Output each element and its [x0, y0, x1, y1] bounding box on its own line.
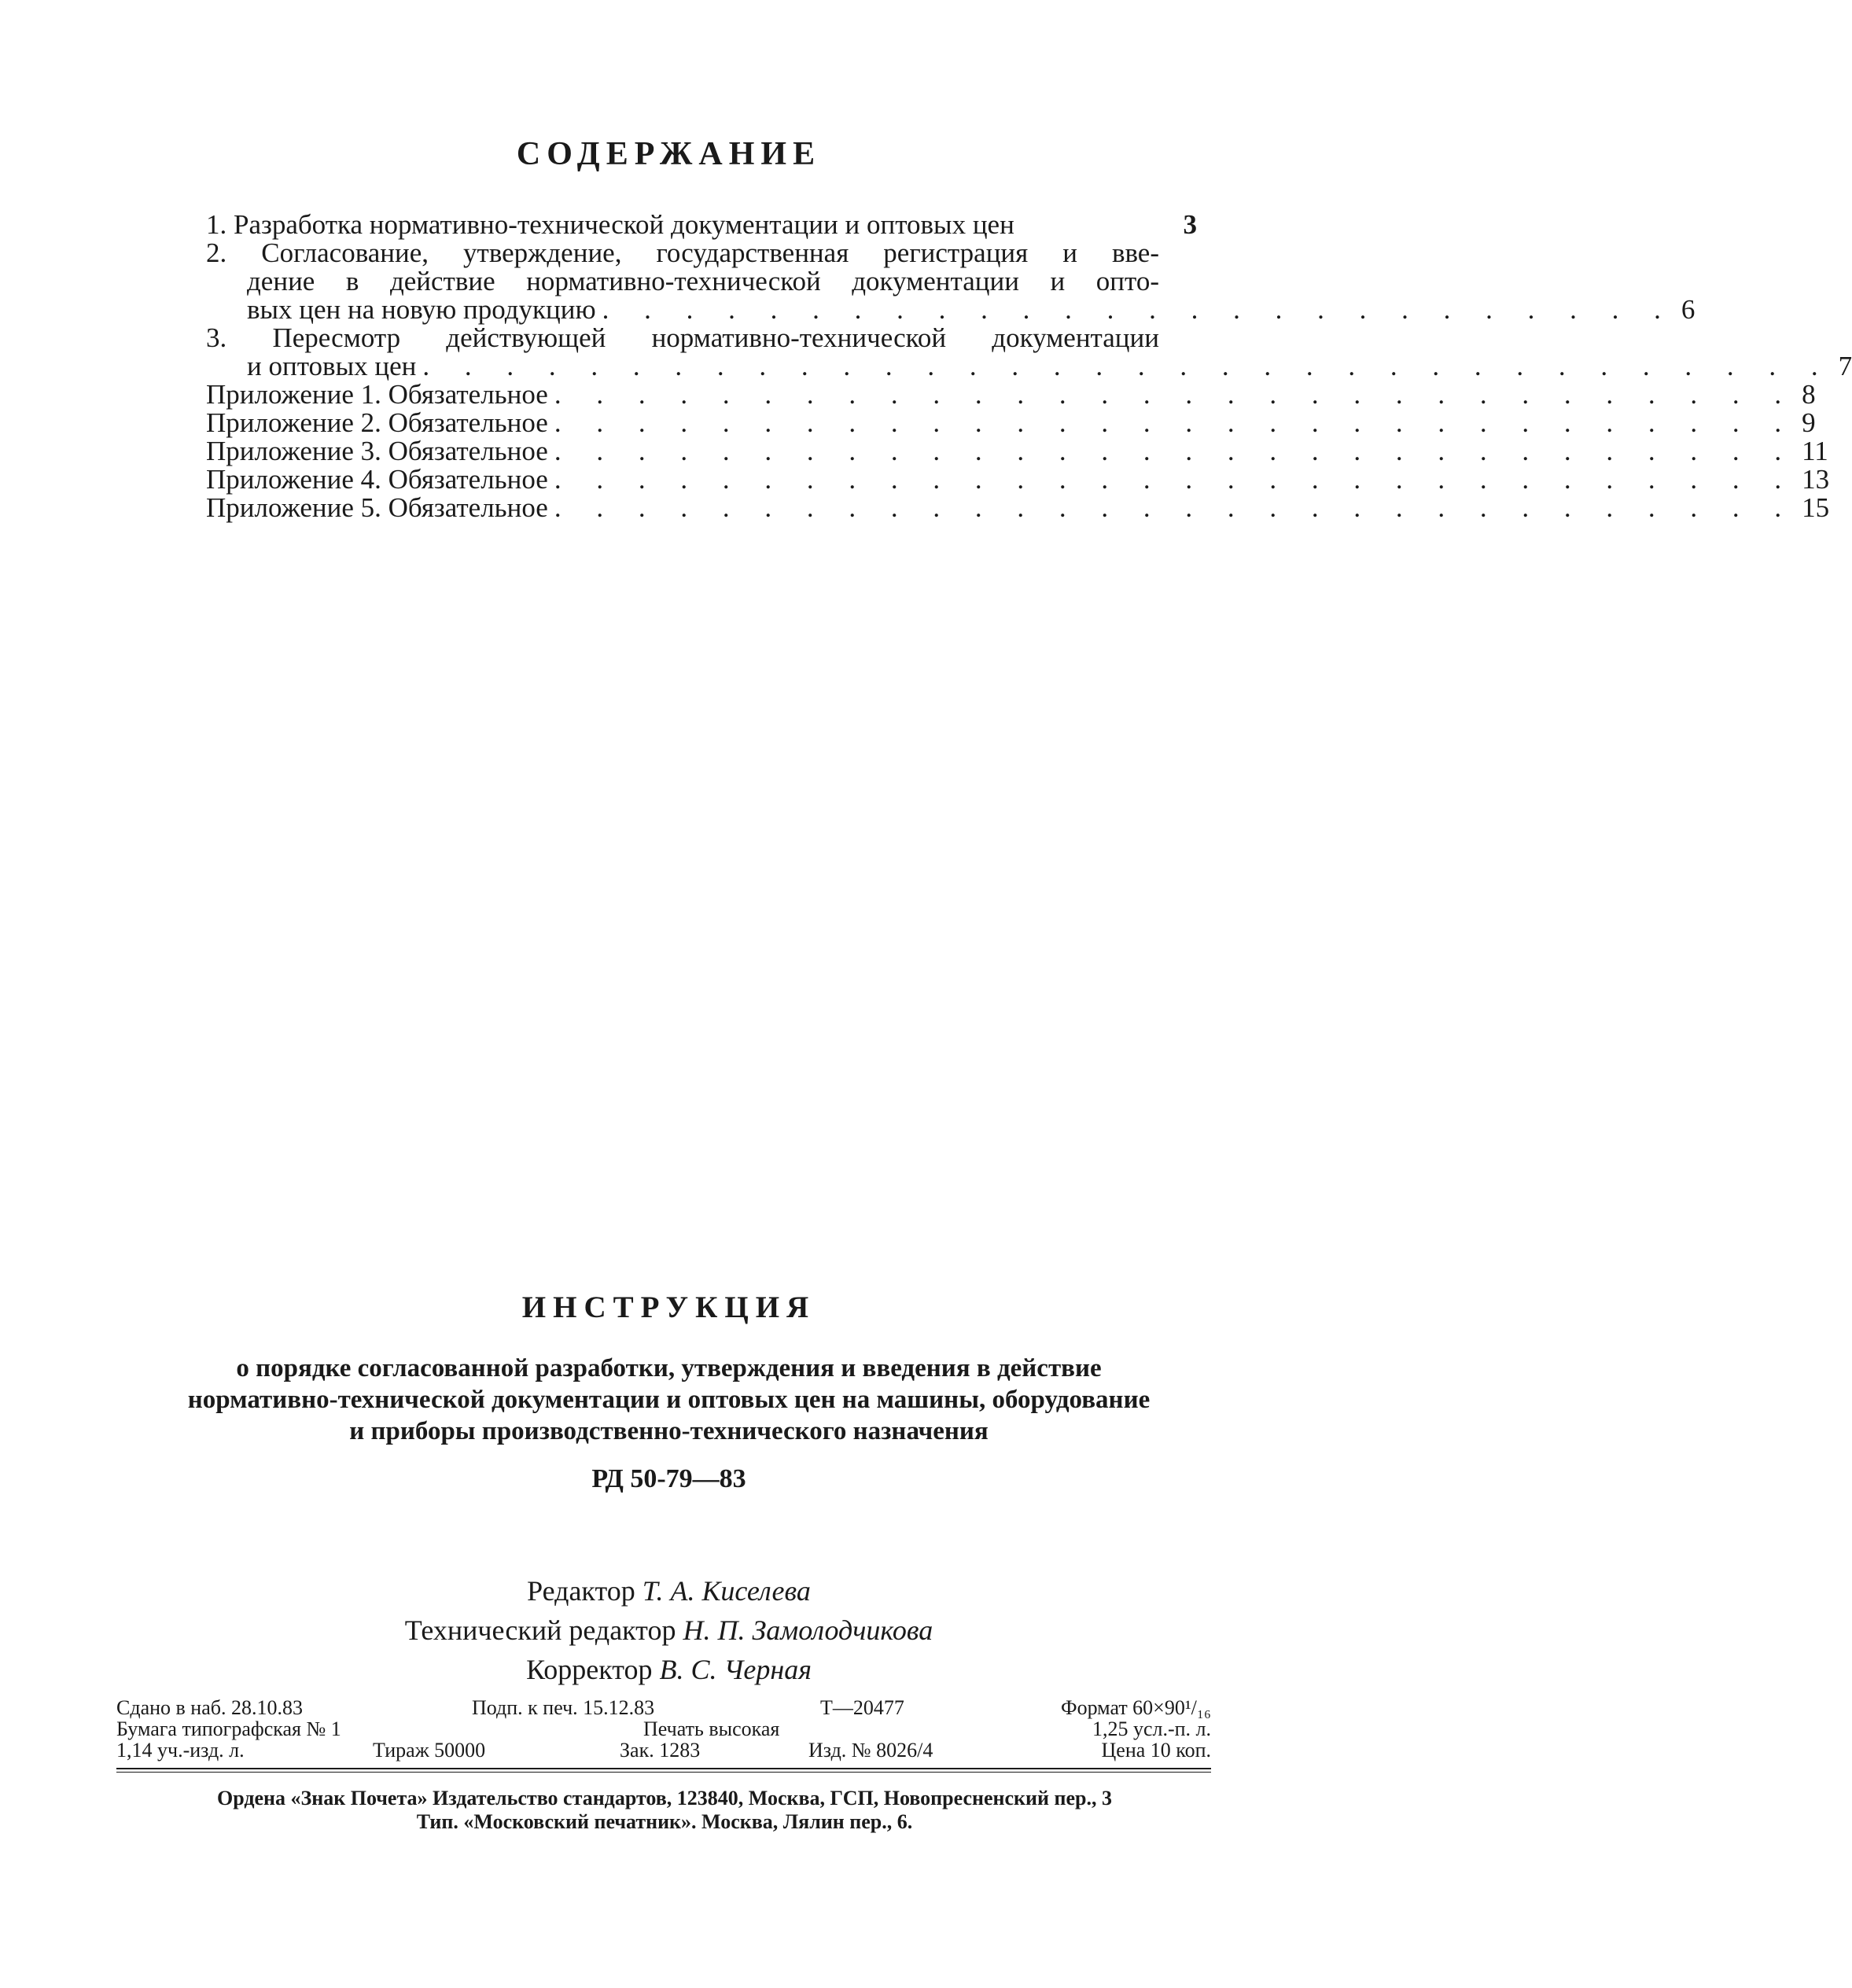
editor-line [0, 1571, 1338, 1611]
toc-entry-3[interactable] [206, 322, 1852, 381]
toc-entry-3-line-2: и оптовых цен [247, 351, 417, 381]
toc-entry-1[interactable] [206, 211, 1197, 239]
imprint-sign-date: Подп. к печ. 15.12.83 [472, 1696, 655, 1719]
toc-entry-appendix-4[interactable] [206, 464, 1830, 495]
instruction-subtitle [118, 1353, 1220, 1447]
imprint-divider [116, 1768, 1211, 1769]
imprint-printing: Печать высокая [643, 1717, 780, 1740]
toc-entry-appendix-2[interactable] [206, 407, 1816, 438]
tech-editor-name: Н. П. Замолодчикова [683, 1614, 933, 1646]
toc-entry-appendix-2-text: Приложение 2. Обязательное [206, 407, 548, 438]
toc-entry-appendix-3-leader: . . . . . . . . . . . . . . . . . . . . . . . . . . . . . . [554, 436, 1796, 466]
proofreader-role: Корректор [526, 1654, 653, 1685]
toc-entry-appendix-5-text: Приложение 5. Обязательное [206, 492, 548, 523]
toc-entry-appendix-1-leader: . . . . . . . . . . . . . . . . . . . . . . . . . . . . . . [554, 379, 1796, 410]
imprint-typeset-date: Сдано в наб. 28.10.83 [116, 1696, 303, 1719]
toc-entry-2-page: 6 [1681, 294, 1696, 325]
imprint-divider-thin [116, 1772, 1211, 1773]
imprint-block [116, 1697, 1211, 1761]
imprint-code: Т—20477 [820, 1696, 904, 1719]
toc-entry-appendix-3[interactable] [206, 436, 1828, 466]
toc-entry-appendix-4-leader: . . . . . . . . . . . . . . . . . . . . . . . . . . . . . . [554, 464, 1796, 495]
imprint-format: Формат 60×90¹/₁₆ [1061, 1696, 1211, 1719]
toc-entry-3-line-1: 3. Пересмотр действующей нормативно-технической документации [206, 322, 1159, 353]
toc-entry-appendix-1-text: Приложение 1. Обязательное [206, 379, 548, 410]
tech-editor-role: Технический редактор [404, 1614, 676, 1646]
toc-entry-2-leader: . . . . . . . . . . . . . . . . . . . . . . . . . . [602, 294, 1675, 325]
toc-entry-appendix-3-page: 11 [1802, 436, 1828, 466]
editors-block [0, 1571, 1338, 1689]
toc-entry-2-line-3: вых цен на новую продукцию [247, 294, 596, 325]
toc-entry-2-line-2: дение в действие нормативно-технической документации и опто- [247, 266, 1159, 296]
imprint-order: Зак. 1283 [620, 1739, 701, 1762]
toc-entry-appendix-1[interactable] [206, 379, 1816, 410]
toc-entry-appendix-5-leader: . . . . . . . . . . . . . . . . . . . . . . . . . . . . . . [554, 492, 1796, 523]
toc-entry-appendix-4-text: Приложение 4. Обязательное [206, 464, 548, 495]
toc-entry-2[interactable] [206, 237, 1696, 325]
toc-entry-2-line-1: 2. Согласование, утверждение, государственная регистрация и вве- [206, 237, 1159, 268]
imprint-row-1 [116, 1697, 1211, 1718]
imprint-paper: Бумага типографская № 1 [116, 1717, 341, 1740]
toc-entry-appendix-2-leader: . . . . . . . . . . . . . . . . . . . . . . . . . . . . . . [554, 407, 1796, 438]
imprint-price: Цена 10 коп. [1101, 1739, 1211, 1762]
toc-entry-3-page: 7 [1838, 351, 1852, 381]
toc-entry-1-page: 3 [1183, 209, 1197, 240]
proofreader-line [0, 1650, 1338, 1689]
instruction-subtitle-line-2: нормативно-технической документации и оптовых цен на машины, оборудование [187, 1386, 1151, 1414]
toc-entry-appendix-5-page: 15 [1802, 492, 1830, 523]
document-code: РД 50-79—83 [591, 1464, 746, 1493]
publisher-block [102, 1787, 1227, 1834]
editor-role: Редактор [527, 1575, 635, 1607]
contents-title: СОДЕРЖАНИЕ [516, 136, 822, 172]
imprint-pub-sheets: 1,14 уч.-изд. л. [116, 1739, 245, 1762]
toc-entry-appendix-3-text: Приложение 3. Обязательное [206, 436, 548, 466]
instruction-subtitle-line-1: о порядке согласованной разработки, утверждения и введения в действие [236, 1354, 1102, 1382]
publisher-line-2: Тип. «Московский печатник». Москва, Лялин пер., 6. [416, 1810, 913, 1833]
toc-entry-appendix-1-page: 8 [1802, 379, 1816, 410]
toc-entry-1-text: 1. Разработка нормативно-технической документации и оптовых цен [206, 209, 1014, 240]
tech-editor-line [0, 1611, 1338, 1650]
toc-entry-appendix-2-page: 9 [1802, 407, 1816, 438]
imprint-row-2 [116, 1718, 1211, 1740]
toc-entry-appendix-4-page: 13 [1802, 464, 1830, 495]
toc-entry-appendix-5[interactable] [206, 492, 1830, 523]
imprint-row-3 [116, 1740, 1211, 1761]
imprint-print-sheets: 1,25 усл.-п. л. [1092, 1717, 1211, 1740]
instruction-subtitle-line-3: и приборы производственно-технического назначения [349, 1417, 989, 1445]
imprint-circulation: Тираж 50000 [373, 1739, 486, 1762]
publisher-line-1: Ордена «Знак Почета» Издательство стандартов, 123840, Москва, ГСП, Новопресненский пер., 3 [217, 1787, 1112, 1809]
proofreader-name: В. С. Черная [659, 1654, 812, 1685]
editor-name: Т. А. Киселева [642, 1575, 811, 1607]
toc-entry-3-leader: . . . . . . . . . . . . . . . . . . . . . . . . . . . . . . . . . . [422, 351, 1832, 381]
table-of-contents [206, 209, 1852, 523]
instruction-title: ИНСТРУКЦИЯ [521, 1290, 816, 1324]
imprint-edition-no: Изд. № 8026/4 [808, 1739, 933, 1762]
